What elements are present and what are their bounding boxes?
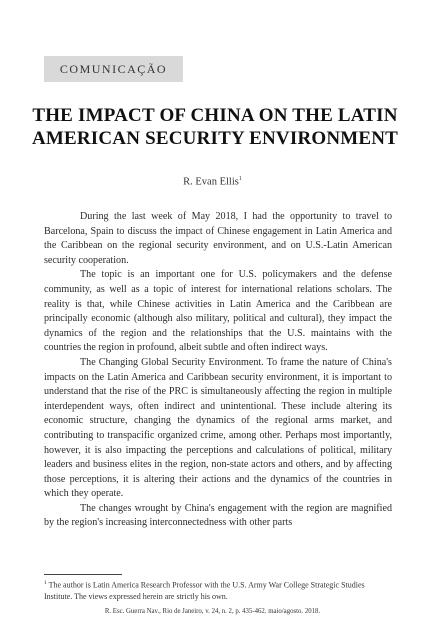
footnote-marker: 1 <box>44 580 47 586</box>
section-tag: COMUNICAÇÃO <box>44 56 183 82</box>
footnote <box>44 578 392 602</box>
footnote-text: The author is Latin America Research Professor with the U.S. Army War College Strategic Studies Institute. The views expressed herein are strictly his own. <box>44 580 365 601</box>
author-line <box>0 176 425 188</box>
author-name: R. Evan Ellis <box>183 176 239 188</box>
footnote-divider <box>44 574 122 575</box>
article-body <box>44 210 392 531</box>
author-footnote-marker[interactable]: 1 <box>238 176 242 182</box>
paragraph-1: During the last week of May 2018, I had the opportunity to travel to Barcelona, Spain to discuss the impact of Chinese engagement in Latin America and the Caribbean on the regional security environment, and on U.S.-Latin American security cooperation. <box>44 211 392 266</box>
paragraph-2: The topic is an important one for U.S. policymakers and the defense community, as well as a topic of interest for international relations scholars. The reality is that, while Chinese activities in Latin America and the Caribbean are principally economic (although also military, political and cultural), they impact the dynamics of the region and the relationships that the U.S. maintains with the countries the region in profound, albeit subtle and often indirect ways. <box>44 269 392 354</box>
page-footer: R. Esc. Guerra Nav., Rio de Janeiro, v. 24, n. 2, p. 435-462. maio/agosto. 2018. <box>104 608 321 615</box>
paragraph-4: The changes wrought by China's engagement with the region are magnified by the region's increasing interconnectedness with other parts <box>44 502 392 529</box>
article-title: THE IMPACT OF CHINA ON THE LATIN AMERICAN SECURITY ENVIRONMENT <box>31 105 399 149</box>
paragraph-3: The Changing Global Security Environment. To frame the nature of China's impacts on the Latin America and Caribbean security environment, it is important to understand that the rise of the PRC is simultaneously affecting the region in multiple interdependent ways, often indirect and unintentional. These include altering its economic structure, changing the dynamics of the regional arms market, and contributing to transpacific organized crime, among other. Perhaps most importantly, however, it is also impacting the perceptions and calculations of political, military leaders and business elites in the region, non-state actors and others, and by affecting those perceptions, it is altering their actions and the dynamics of the countries in which they operate. <box>44 356 392 500</box>
